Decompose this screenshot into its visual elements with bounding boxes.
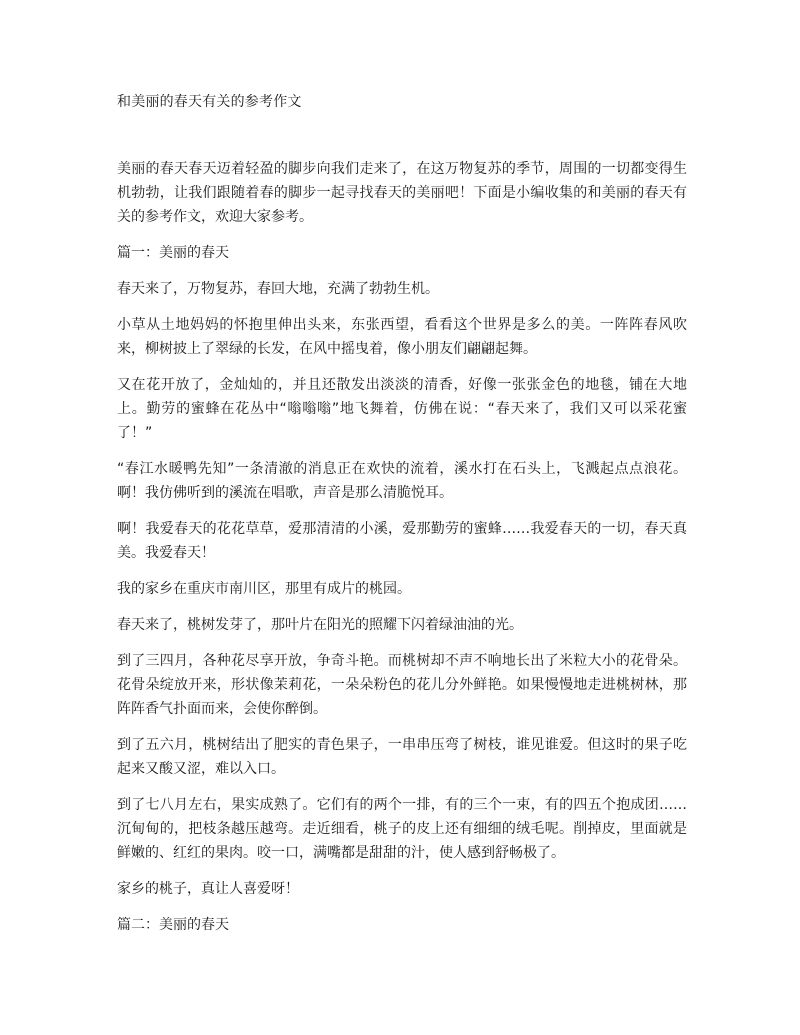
paragraph: 到了三四月，各种花尽享开放，争奇斗艳。而桃树却不声不响地长出了米粒大小的花骨朵。花骨朵绽放开来，形状像茉莉花，一朵朵粉色的花儿分外鲜艳。如果慢慢地走进桃树林，那阵阵香气扑面而来，会使你醉倒。 — [117, 653, 687, 717]
paragraph: 到了五六月，桃树结出了肥实的青色果子，一串串压弯了树枝，谁见谁爱。但这时的果子吃起来又酸又涩，难以入口。 — [117, 737, 687, 777]
paragraph: 春天来了，万物复苏，春回大地，充满了勃勃生机。 — [117, 281, 439, 297]
paragraph: “春江水暖鸭先知”一条清澈的消息正在欢快的流着，溪水打在石头上，飞溅起点点浪花。啊！我仿佛听到的溪流在唱歌，声音是那么清脆悦耳。 — [117, 461, 687, 501]
paragraph: 我的家乡在重庆市南川区，那里有成片的桃园。 — [117, 581, 411, 597]
document-title: 和美丽的春天有关的参考作文 — [117, 94, 302, 110]
document-body — [117, 157, 687, 949]
paragraph: 小草从土地妈妈的怀抱里伸出头来，东张西望，看看这个世界是多么的美。一阵阵春风吹来，柳树披上了翠绿的长发，在风中摇曳着，像小朋友们翩翩起舞。 — [117, 317, 687, 357]
paragraph: 春天来了，桃树发芽了，那叶片在阳光的照耀下闪着绿油油的光。 — [117, 617, 523, 633]
section-heading-1: 篇一：美丽的春天 — [117, 245, 229, 261]
paragraph: 啊！我爱春天的花花草草，爱那清清的小溪，爱那勤劳的蜜蜂……我爱春天的一切，春天真美。我爱春天！ — [117, 521, 687, 561]
intro-paragraph: 美丽的春天春天迈着轻盈的脚步向我们走来了，在这万物复苏的季节，周围的一切都变得生机勃勃，让我们跟随着春的脚步一起寻找春天的美丽吧！下面是小编收集的和美丽的春天有关的参考作文，欢迎大家参考。 — [117, 161, 687, 225]
paragraph: 到了七八月左右，果实成熟了。它们有的两个一排，有的三个一束，有的四五个抱成团……沉甸甸的，把枝条越压越弯。走近细看，桃子的皮上还有细细的绒毛呢。削掉皮，里面就是鲜嫩的、红红的果肉。咬一口，满嘴都是甜甜的汁，使人感到舒畅极了。 — [117, 797, 687, 861]
section-heading-2: 篇二：美丽的春天 — [117, 917, 229, 933]
paragraph: 又在花开放了，金灿灿的，并且还散发出淡淡的清香，好像一张张金色的地毯，铺在大地上。勤劳的蜜蜂在花丛中“嗡嗡嗡”地飞舞着，仿佛在说：“春天来了，我们又可以采花蜜了！” — [117, 377, 687, 441]
paragraph: 家乡的桃子，真让人喜爱呀！ — [117, 881, 299, 897]
